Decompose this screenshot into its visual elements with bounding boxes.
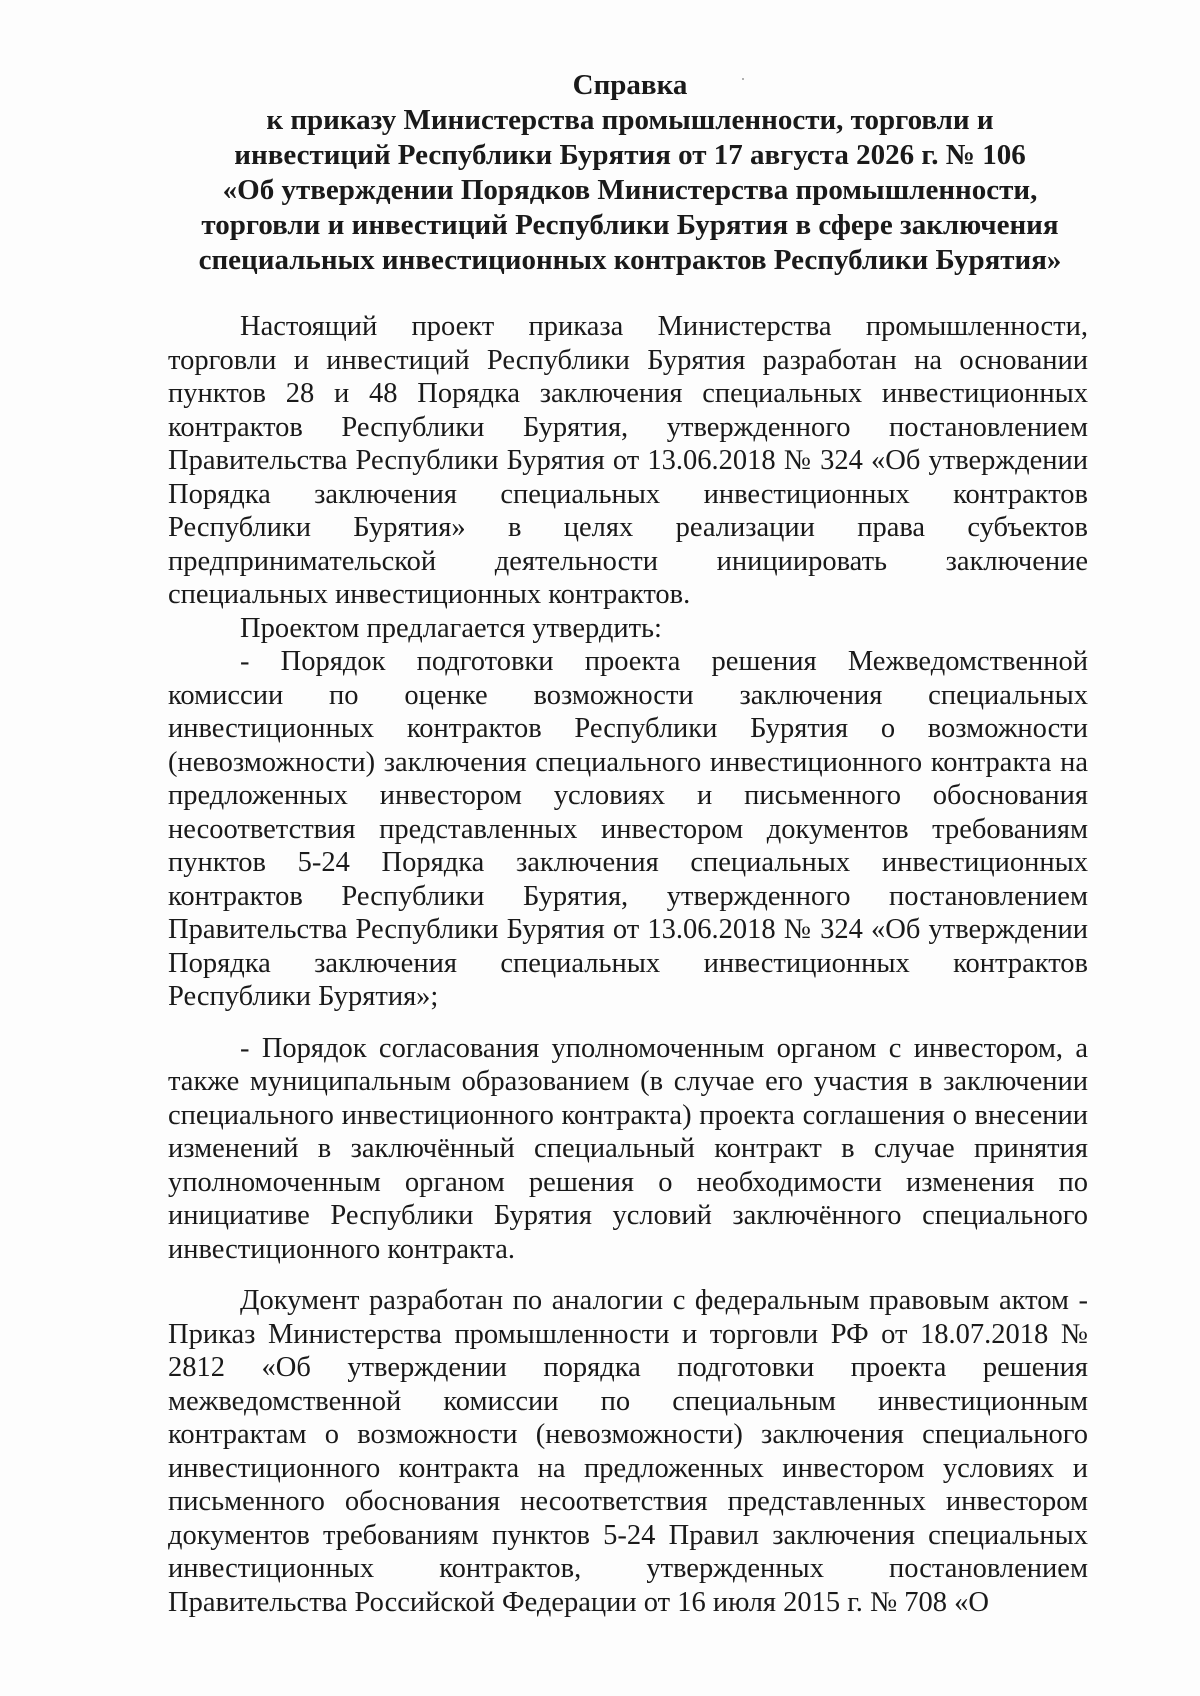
document-body: [168, 310, 1088, 1619]
list-item: - Порядок подготовки проекта решения Межведомственной комиссии по оценке возможности заключения специальных инвестиционных контрактов Республики Бурятия о возможности (невозможности) заключения специального инвестиционного контракта на предложенных инвестором условиях и письменного обоснования несоответствия представленных инвестором документов требованиям пунктов 5-24 Порядка заключения специальных инвестиционных контрактов Республики Бурятия, утвержденного постановлением Правительства Республики Бурятия от 13.06.2018 № 324 «Об утверждении Порядка заключения специальных инвестиционных контрактов Республики Бурятия»;: [168, 646, 1088, 1012]
header-line: «Об утверждении Порядков Министерства промышленности,: [222, 174, 1038, 206]
list-item: - Порядок согласования уполномоченным органом с инвестором, а также муниципальным образованием (в случае его участия в заключении специального инвестиционного контракта) проекта соглашения о внесении изменений в заключённый специальный контракт в случае принятия уполномоченным органом решения о необходимости изменения по инициативе Республики Бурятия условий заключённого специального инвестиционного контракта.: [168, 1032, 1088, 1265]
document-header: [150, 68, 1110, 278]
header-line: торговли и инвестиций Республики Бурятия в сфере заключения: [201, 209, 1059, 241]
paragraph-intro: Настоящий проект приказа Министерства промышленности, торговли и инвестиций Республики Бурятия разработан на основании пунктов 28 и 48 Порядка заключения специальных инвестиционных контрактов Республики Бурятия, утвержденного постановлением Правительства Республики Бурятия от 13.06.2018 № 324 «Об утверждении Порядка заключения специальных инвестиционных контрактов Республики Бурятия» в целях реализации права субъектов предпринимательской деятельности инициировать заключение специальных инвестиционных контрактов.: [168, 311, 1088, 610]
header-line: к приказу Министерства промышленности, торговли и: [266, 104, 994, 136]
document-title: Справка: [572, 69, 688, 101]
header-line: специальных инвестиционных контрактов Республики Бурятия»: [198, 244, 1062, 276]
header-line: инвестиций Республики Бурятия от 17 августа 2026 г. № 106: [234, 139, 1026, 171]
paragraph-basis: Документ разработан по аналогии с федеральным правовым актом - Приказ Министерства промышленности и торговли РФ от 18.07.2018 № 2812 «Об утверждении порядка подготовки проекта решения межведомственной комиссии по специальным инвестиционным контрактам о возможности (невозможности) заключения специального инвестиционного контракта на предложенных инвестором условиях и письменного обоснования несоответствия представленных инвестором документов требованиям пунктов 5-24 Правил заключения специальных инвестиционных контрактов, утвержденных постановлением Правительства Российской Федерации от 16 июля 2015 г. № 708 «О: [168, 1285, 1088, 1618]
paragraph-proposal: Проектом предлагается утвердить:: [240, 612, 662, 644]
